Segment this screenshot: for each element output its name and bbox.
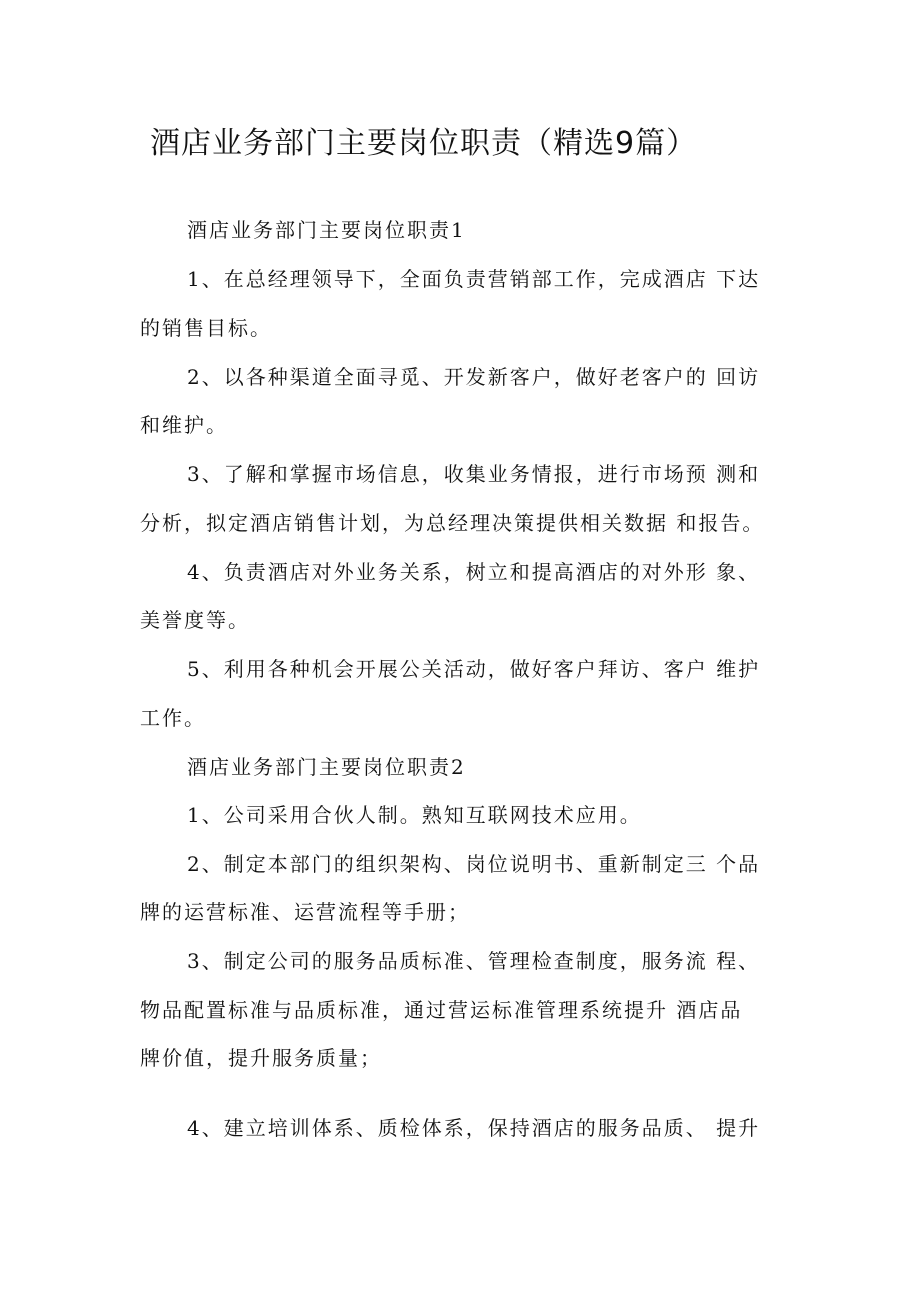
section-heading-1: 酒店业务部门主要岗位职责1 — [187, 218, 466, 242]
paragraph-line: 5、利用各种机会开展公关活动，做好客户拜访、客户 维护 — [187, 657, 761, 681]
section-heading-2: 酒店业务部门主要岗位职责2 — [187, 755, 466, 779]
paragraph-line: 2、制定本部门的组织架构、岗位说明书、重新制定三 个品 — [187, 852, 761, 876]
paragraph-line: 4、负责酒店对外业务关系，树立和提高酒店的对外形 象、 — [187, 560, 761, 584]
paragraph-line: 牌价值，提升服务质量； — [140, 1046, 382, 1070]
paragraph-line: 牌的运营标准、运营流程等手册； — [140, 900, 470, 924]
paragraph-line: 4、建立培训体系、质检体系，保持酒店的服务品质、 提升 — [187, 1116, 761, 1140]
paragraph-line: 1、在总经理领导下，全面负责营销部工作，完成酒店 下达 — [187, 267, 761, 291]
paragraph-line: 工作。 — [140, 706, 206, 730]
paragraph-line: 3、制定公司的服务品质标准、管理检查制度，服务流 程、 — [187, 949, 761, 973]
paragraph-line: 美誉度等。 — [140, 608, 250, 632]
paragraph-line: 的销售目标。 — [140, 316, 272, 340]
paragraph-line: 3、了解和掌握市场信息，收集业务情报，进行市场预 测和 — [187, 462, 761, 486]
paragraph-line: 物品配置标准与品质标准，通过营运标准管理系统提升 酒店品 — [140, 998, 743, 1022]
paragraph-line: 2、以各种渠道全面寻觅、开发新客户，做好老客户的 回访 — [187, 365, 761, 389]
paragraph-line: 1、公司采用合伙人制。熟知互联网技术应用。 — [187, 803, 642, 827]
paragraph-line: 和维护。 — [140, 413, 228, 437]
document-title: 酒店业务部门主要岗位职责（精选9篇） — [150, 126, 698, 161]
paragraph-line: 分析，拟定酒店销售计划，为总经理决策提供相关数据 和报告。 — [140, 511, 765, 535]
